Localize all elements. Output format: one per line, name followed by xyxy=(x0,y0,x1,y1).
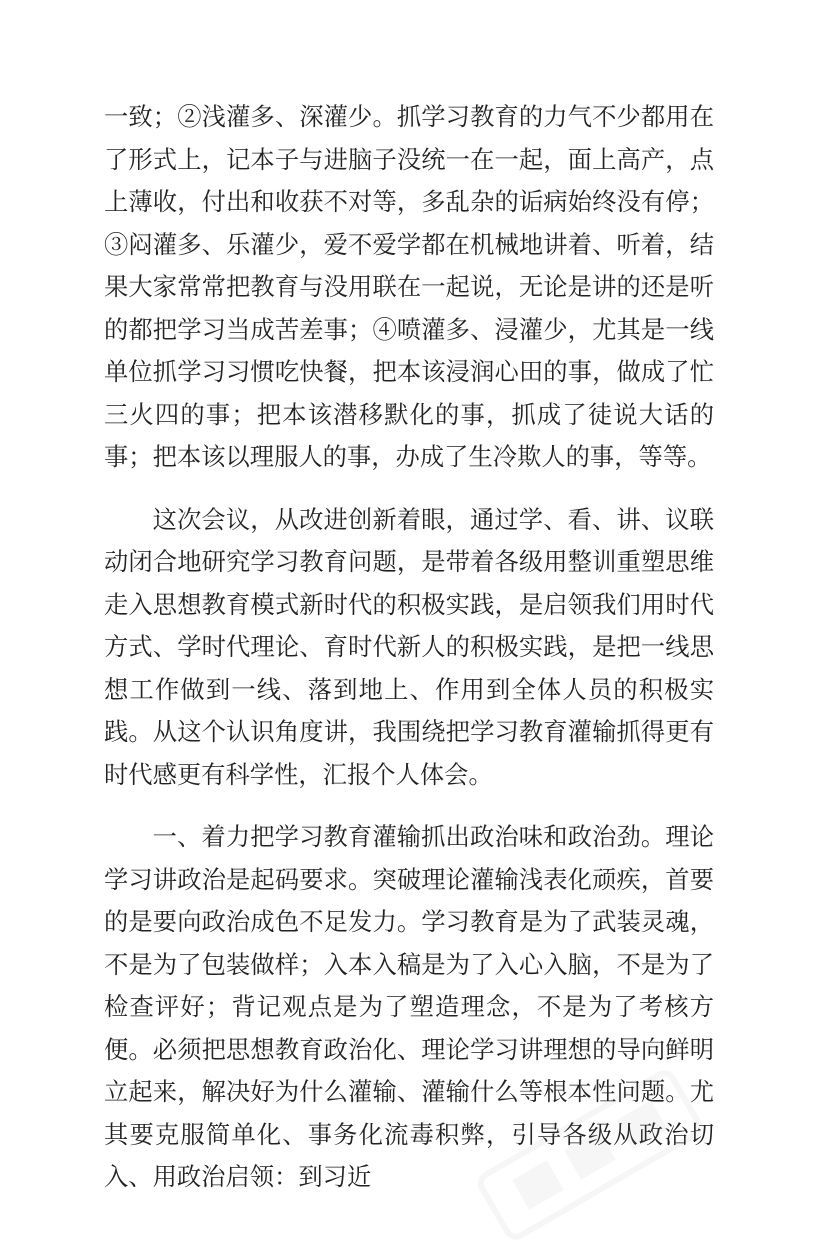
paragraph-meeting: 这次会议，从改进创新着眼，通过学、看、讲、议联动闭合地研究学习教育问题，是带着各级用整训重塑思维走入思想教育模式新时代的积极实践，是启领我们用时代方式、学时代理论、育时代新人的积极实践，是把一线思想工作做到一线、落到地上、作用到全体人员的积极实践。从这个认识角度讲，我围绕把学习教育灌输抓得更有时代感更有科学性，汇报个人体会。 xyxy=(104,504,714,789)
paragraph-continuation: 一致；②浅灌多、深灌少。抓学习教育的力气不少都用在了形式上，记本子与进脑子没统一在一起，面上高产，点上薄收，付出和收获不对等，多乱杂的诟病始终没有停；③闷灌多、乐灌少，爱不爱学都在机械地讲着、听着，结果大家常常把教育与没用联在一起说，无论是讲的还是听的都把学习当成苦差事；④喷灌多、浸灌少，尤其是一线单位抓学习习惯吃快餐，把本该浸润心田的事，做成了忙三火四的事；把本该潜移默化的事，抓成了徒说大话的事；把本该以理服人的事，办成了生冷欺人的事，等等。 xyxy=(104,102,714,471)
body-text xyxy=(104,96,714,1199)
paragraph-section-one: 一、着力把学习教育灌输抓出政治味和政治劲。理论学习讲政治是起码要求。突破理论灌输浅表化顽疾，首要的是要向政治成色不足发力。学习教育是为了武装灵魂，不是为了包装做样；入本入稿是为了入心入脑，不是为了检查评好；背记观点是为了塑造理念，不是为了考核方便。必须把思想教育政治化、理论学习讲理想的导向鲜明立起来，解决好为什么灌输、灌输什么等根本性问题。尤其要克服简单化、事务化流毒积弊，引导各级从政治切入、用政治启领：到习近 xyxy=(104,822,714,1191)
